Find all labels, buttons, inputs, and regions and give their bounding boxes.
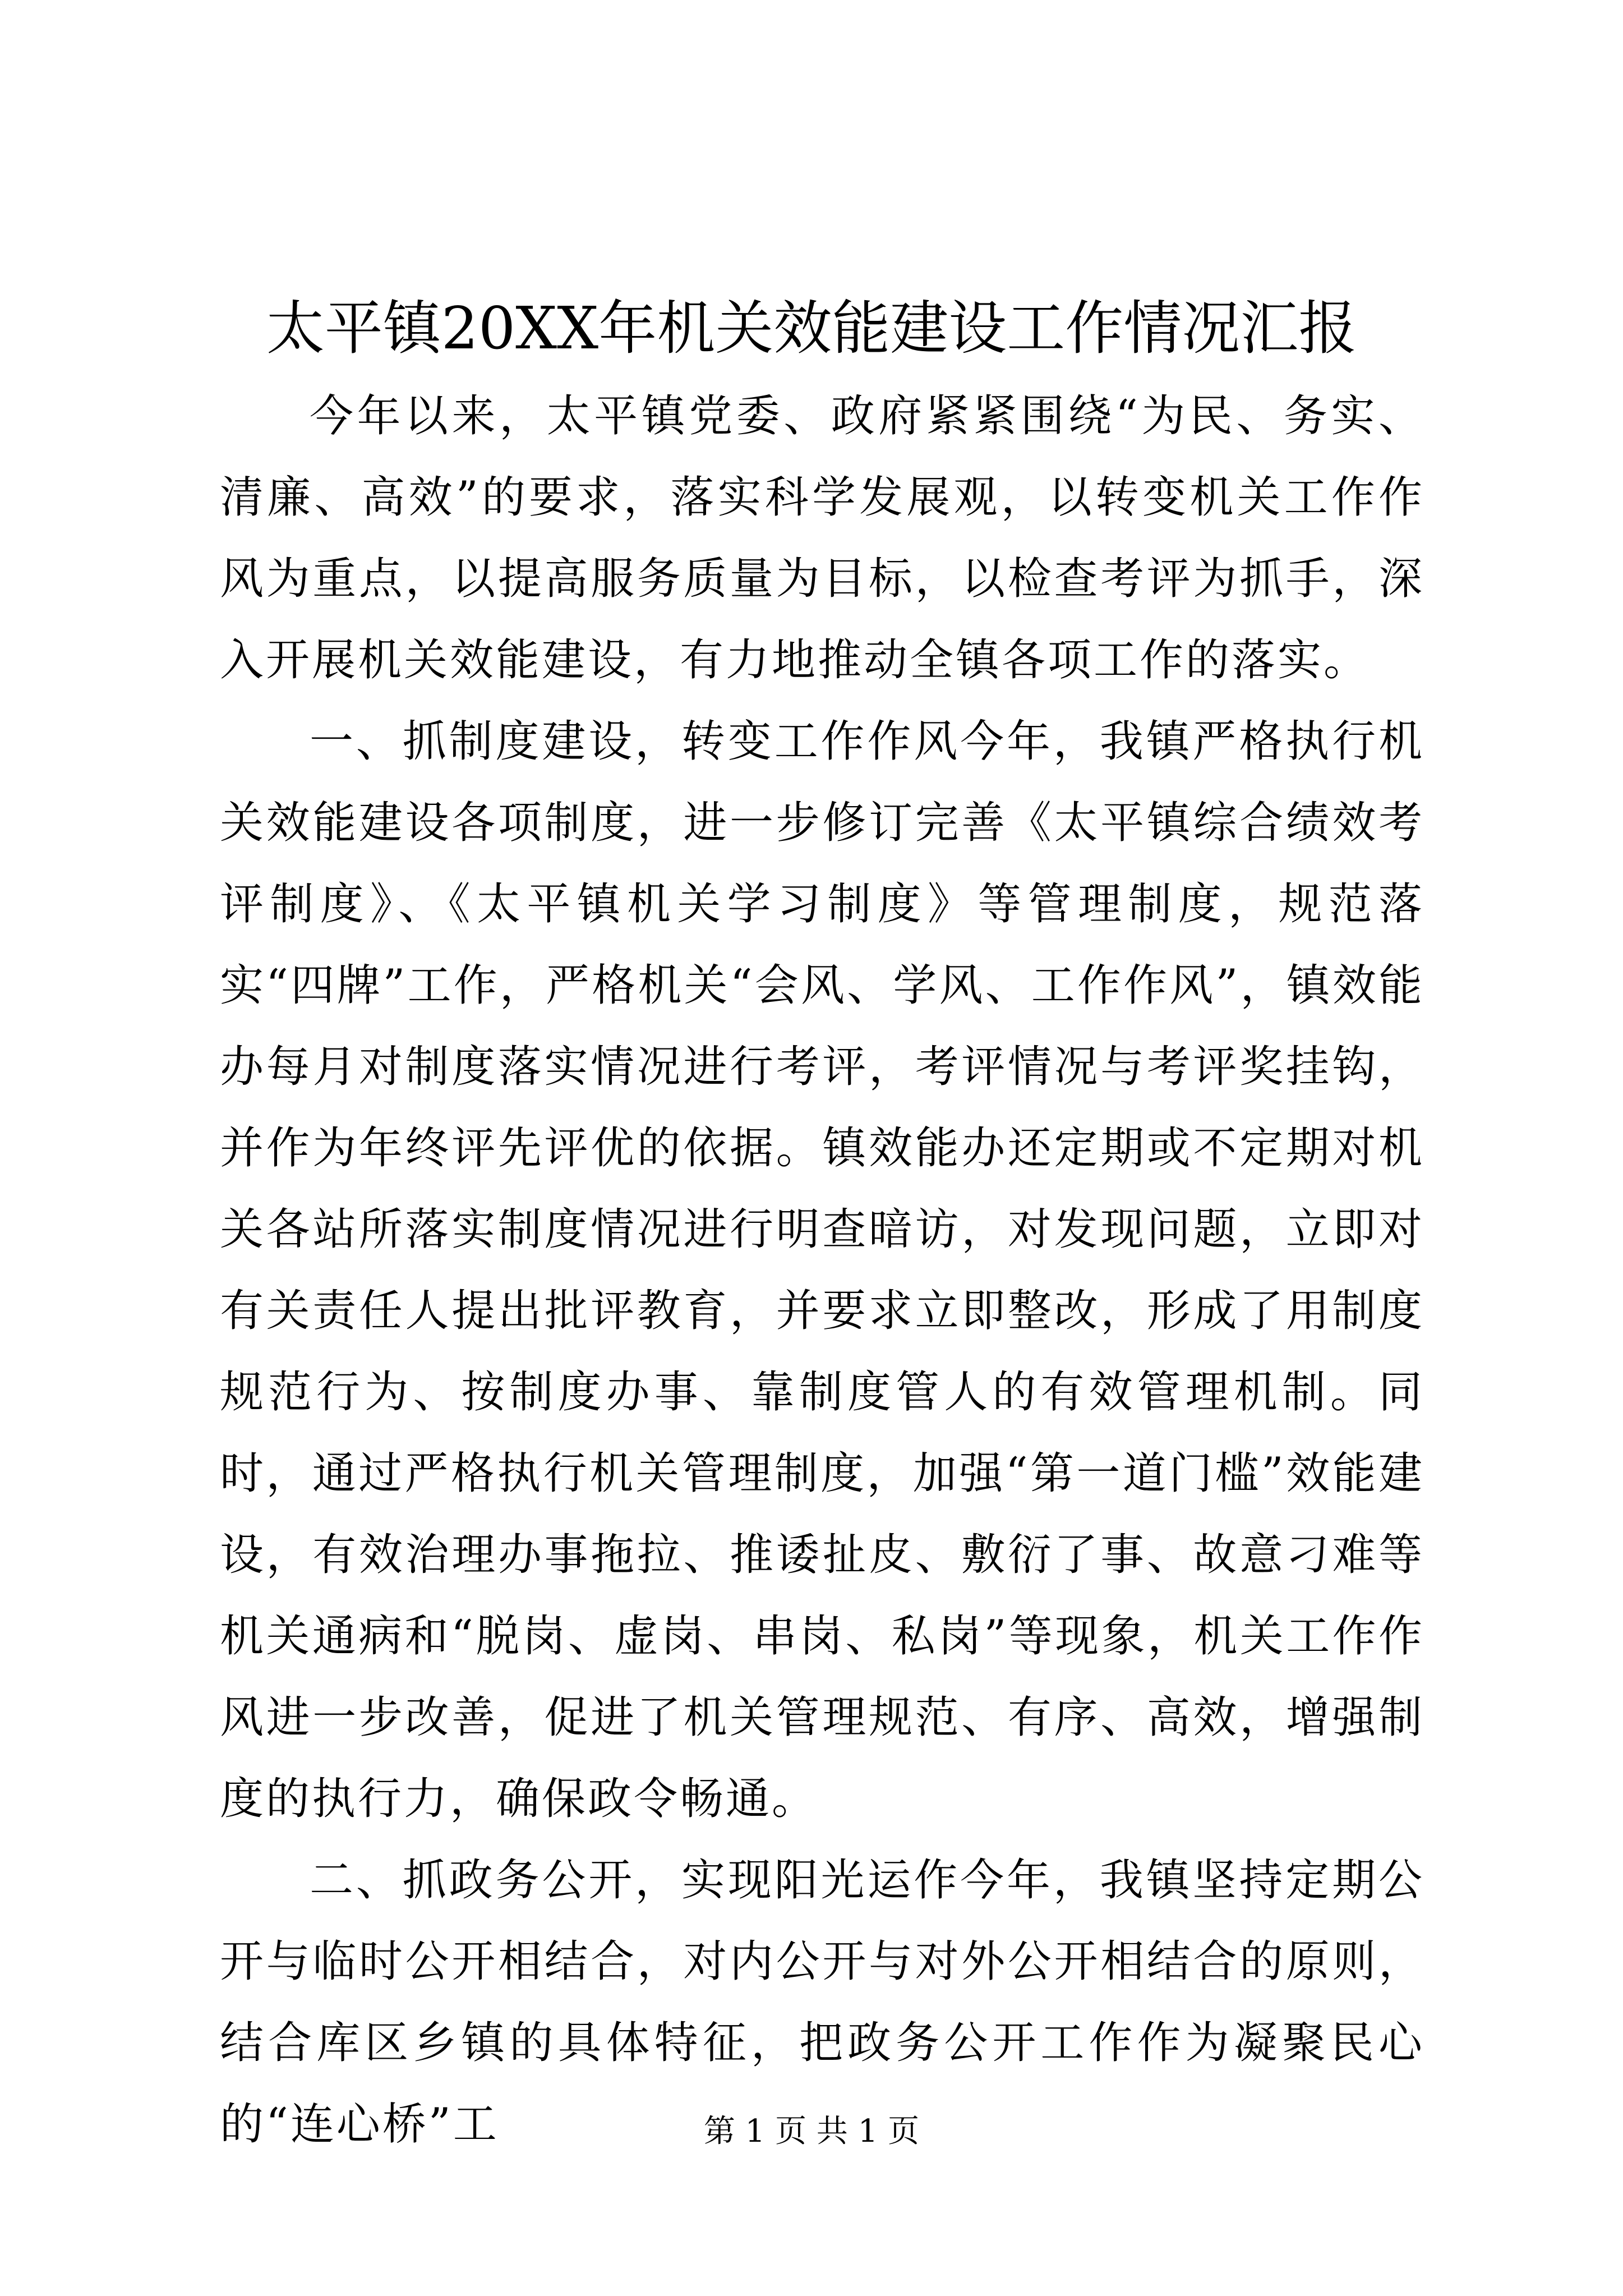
document-body bbox=[220, 376, 1424, 2165]
paragraph-section-2: 二、抓政务公开，实现阳光运作今年，我镇坚持定期公开与临时公开相结合，对内公开与对外公开相结合的原则，结合库区乡镇的具体特征，把政务公开工作作为凝聚民心的“连心桥”工 bbox=[220, 1855, 1424, 2150]
paragraph-section-1: 一、抓制度建设，转变工作作风今年，我镇严格执行机关效能建设各项制度，进一步修订完善《太平镇综合绩效考评制度》、《太平镇机关学习制度》等管理制度，规范落实“四牌”工作，严格机关“会风、学风、工作作风”，镇效能办每月对制度落实情况进行考评，考评情况与考评奖挂钩，并作为年终评先评优的依据。镇效能办还定期或不定期对机关各站所落实制度情况进行明查暗访，对发现问题，立即对有关责任人提出批评教育，并要求立即整改，形成了用制度规范行为、按制度办事、靠制度管人的有效管理机制。同时，通过严格执行机关管理制度，加强“第一道门槛”效能建设，有效治理办事拖拉、推诿扯皮、敷衍了事、故意刁难等机关通病和“脱岗、虚岗、串岗、私岗”等现象，机关工作作风进一步改善，促进了机关管理规范、有序、高效，增强制度的执行力，确保政令畅通。 bbox=[220, 716, 1424, 1824]
page-footer: 第 1 页 共 1 页 bbox=[703, 2113, 920, 2150]
paragraph-intro: 今年以来，太平镇党委、政府紧紧围绕“为民、务实、清廉、高效”的要求，落实科学发展观，以转变机关工作作风为重点，以提高服务质量为目标，以检查考评为抓手，深入开展机关效能建设，有力地推动全镇各项工作的落实。 bbox=[220, 391, 1424, 685]
document-title: 太平镇20XX年机关效能建设工作情况汇报 bbox=[266, 294, 1357, 362]
